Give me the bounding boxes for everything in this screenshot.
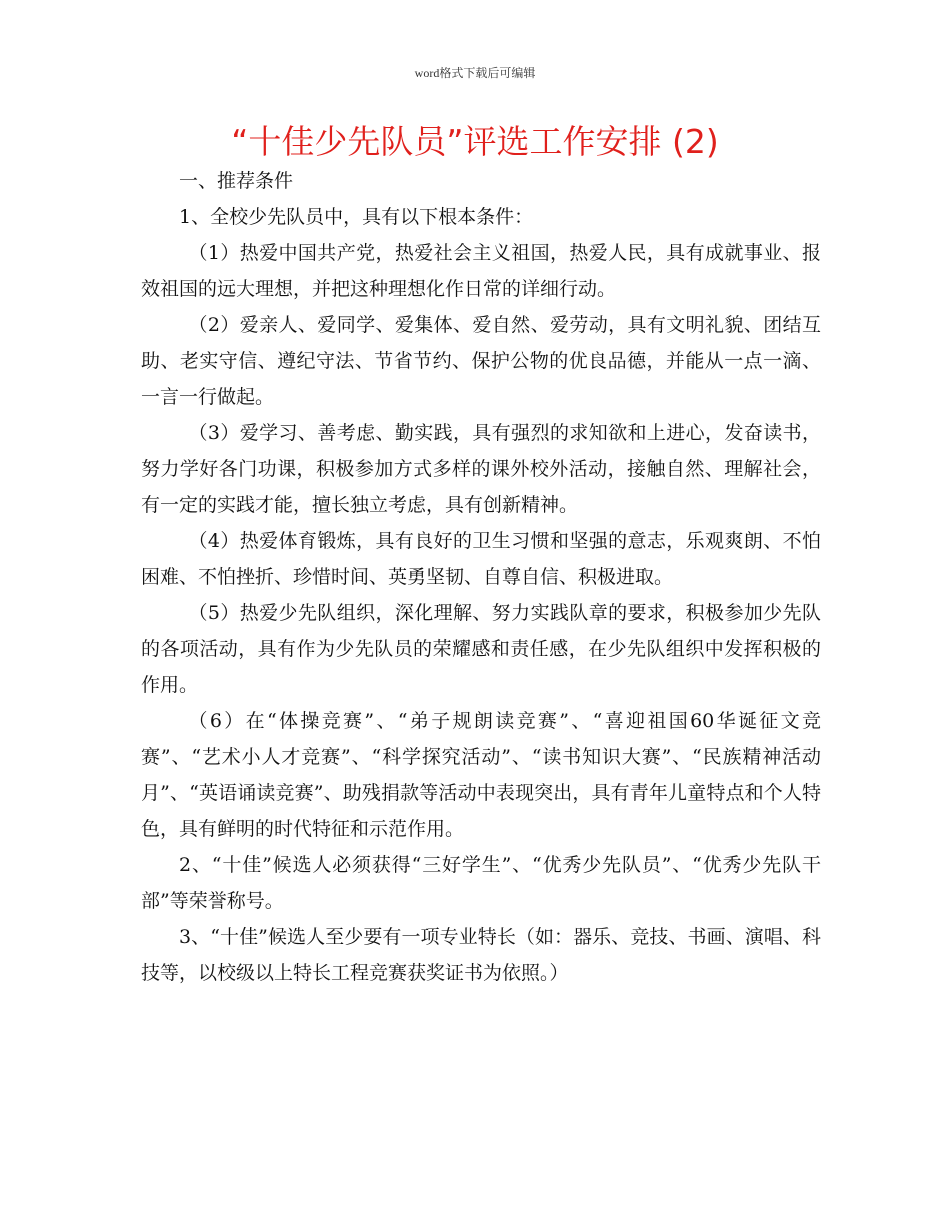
paragraph-item-4: （4）热爱体育锻炼，具有良好的卫生习惯和坚强的意志，乐观爽朗、不怕困难、不怕挫折、珍惜时间、英勇坚韧、自尊自信、积极进取。 bbox=[141, 530, 821, 588]
paragraph-item-6: （6）在“体操竞赛”、“弟子规朗读竞赛”、“喜迎祖国60华诞征文竞赛”、“艺术小人才竞赛”、“科学探究活动”、“读书知识大赛”、“民族精神活动月”、“英语诵读竞赛”、助残捐款等活动中表现突出，具有青年儿童特点和个人特色，具有鲜明的时代特征和示范作用。 bbox=[141, 710, 821, 840]
document-title: “十佳少先队员”评选工作安排 (2) bbox=[231, 122, 719, 161]
paragraph-item-3: （3）爱学习、善考虑、勤实践，具有强烈的求知欲和上进心，发奋读书，努力学好各门功课，积极参加方式多样的课外校外活动，接触自然、理解社会，有一定的实践才能，擅长独立考虑，具有创新精神。 bbox=[141, 422, 821, 516]
section-heading: 一、推荐条件 bbox=[179, 170, 294, 192]
paragraph-condition-3: 3、“十佳”候选人至少要有一项专业特长（如：器乐、竞技、书画、演唱、科技等，以校级以上特长工程竞赛获奖证书为依照。） bbox=[141, 926, 821, 984]
paragraph-condition-2: 2、“十佳”候选人必须获得“三好学生”、“优秀少先队员”、“优秀少先队干部”等荣誉称号。 bbox=[141, 854, 821, 912]
header-note: word格式下载后可编辑 bbox=[414, 66, 536, 80]
document-body bbox=[141, 163, 821, 991]
paragraph-item-2: （2）爱亲人、爱同学、爱集体、爱自然、爱劳动，具有文明礼貌、团结互助、老实守信、遵纪守法、节省节约、保护公物的优良品德，并能从一点一滴、一言一行做起。 bbox=[141, 314, 821, 408]
paragraph-condition-intro: 1、全校少先队员中，具有以下根本条件： bbox=[179, 206, 534, 228]
paragraph-item-1: （1）热爱中国共产党，热爱社会主义祖国，热爱人民，具有成就事业、报效祖国的远大理想，并把这种理想化作日常的详细行动。 bbox=[141, 242, 821, 300]
paragraph-item-5: （5）热爱少先队组织，深化理解、努力实践队章的要求，积极参加少先队的各项活动，具有作为少先队员的荣耀感和责任感，在少先队组织中发挥积极的作用。 bbox=[141, 602, 821, 696]
